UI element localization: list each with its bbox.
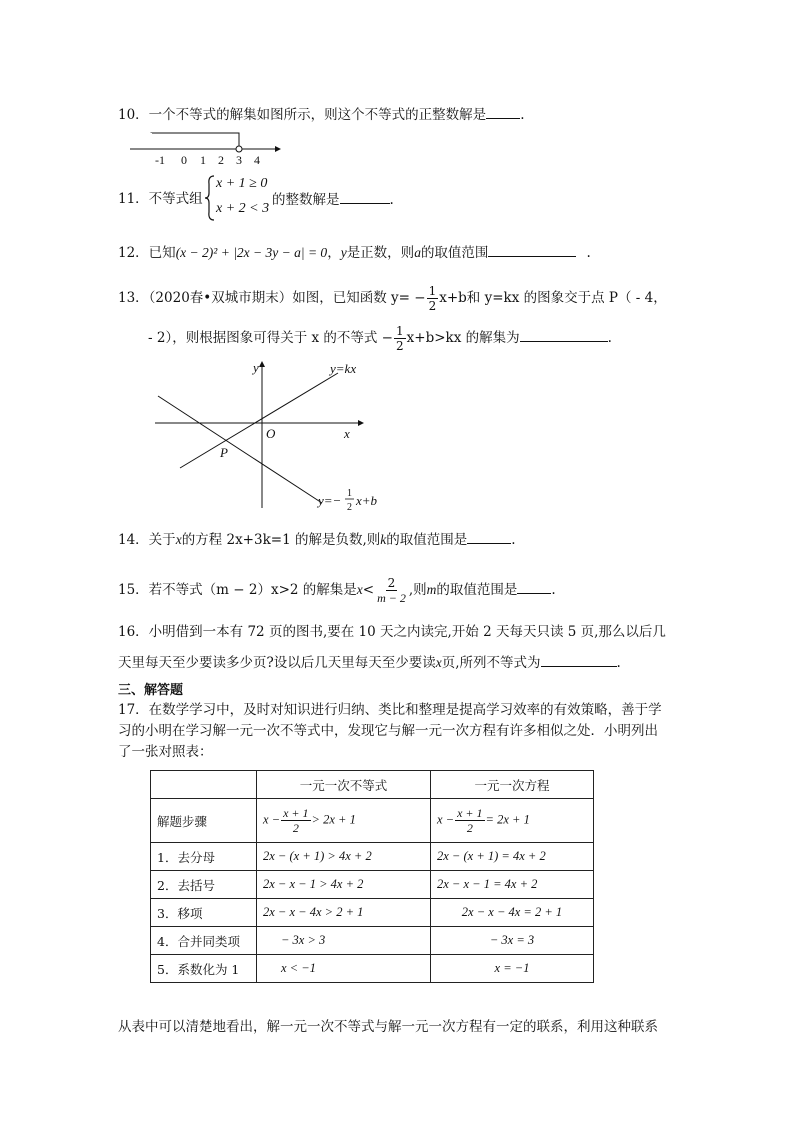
q10-text: 10．一个不等式的解集如图所示，则这个不等式的正整数解是 <box>118 107 487 123</box>
tick-label: 4 <box>254 153 260 167</box>
question-15: 15．若不等式（m − 2）x>2 的解集是x< $\frac{2}{m - 2}$ ,则m的取值范围是 . <box>118 576 556 605</box>
table-row: 1．去分母 2x − (x + 1) > 4x + 2 2x − (x + 1) = 4x + 2 <box>151 843 594 871</box>
table-row: 解题步骤 x − $\frac{x + 1}{2}$ > 2x + 1 x − $\frac{x + 1}{2}$ = 2x + 1 <box>151 799 594 843</box>
table-row: 3．移项 2x − x − 4x > 2 + 1 2x − x − 4x = 2 + 1 <box>151 899 594 927</box>
line-b-label-suffix: x+b <box>356 493 378 508</box>
comparison-table <box>150 770 594 983</box>
table-row: 5．系数化为 1 x < −1 x = −1 <box>151 955 594 983</box>
question-13-line2: - 2），则根据图象可得关于 x 的不等式 − $\frac{1}{2}$ x+b>kx 的解集为 . <box>148 324 612 353</box>
question-13-line1: 13．（2020春•双城市期末）如图，已知函数 y= − $\frac{1}{2}$ x+b和 y=kx 的图象交于点 P（ - 4， <box>118 284 667 313</box>
question-10: 10．一个不等式的解集如图所示，则这个不等式的正整数解是 . <box>118 104 524 125</box>
q11-blank[interactable] <box>340 189 390 204</box>
line-b-frac-num: 1 <box>347 488 352 499</box>
open-endpoint-circle <box>236 146 242 152</box>
table-row: 2．去括号 2x − x − 1 > 4x + 2 2x − x − 1 = 4x + 2 <box>151 871 594 899</box>
question-17-line3: 了一张对照表： <box>118 744 213 760</box>
q13-blank[interactable] <box>520 327 608 342</box>
table-header-cell: 一元一次方程 <box>431 771 594 799</box>
footer-paragraph: 从表中可以清楚地看出，解一元一次不等式与解一元一次方程有一定的联系，利用这种联系 <box>118 1019 658 1035</box>
question-14: 14．关于x的方程 2x+3k=1 的解是负数,则k的取值范围是 . <box>118 529 516 550</box>
question-16-line1: 16．小明借到一本有 72 页的图书,要在 10 天之内读完,开始 2 天每天只读 5 页,那么以后几 <box>118 624 666 640</box>
question-12: 12．已知(x − 2)² + |2x − 3y − a| = 0，y是正数，则a的取值范围 . <box>118 242 591 263</box>
solution-set-bracket <box>151 133 239 149</box>
line-kx <box>180 373 338 468</box>
question-11-tail: 的整数解是 . <box>272 189 394 210</box>
q16-blank[interactable] <box>541 652 617 667</box>
q14-blank[interactable] <box>467 529 511 544</box>
table-header-cell <box>151 771 257 799</box>
line-b-label-prefix: y=− <box>318 493 342 508</box>
tick-label: 1 <box>200 153 206 167</box>
q15-blank[interactable] <box>517 579 551 594</box>
question-16-line2: 天里每天至少要读多少页?设以后几天里每天至少要读x页,所列不等式为 . <box>118 652 621 673</box>
point-p-label: P <box>220 445 228 460</box>
q12-blank[interactable] <box>488 242 576 257</box>
table-header-cell: 一元一次不等式 <box>257 771 431 799</box>
question-17-line1: 17．在数学学习中，及时对知识进行归纳、类比和整理是提高学习效率的有效策略，善于学 <box>118 702 662 718</box>
tick-label: -1 <box>155 153 165 167</box>
line-b <box>158 396 322 503</box>
table-row: 4．合并同类项 − 3x > 3 − 3x = 3 <box>151 927 594 955</box>
tick-label: 3 <box>236 153 242 167</box>
line-kx-label: y=kx <box>330 361 357 376</box>
question-11: 11．不等式组 <box>118 191 203 207</box>
system-eq-1: x + 1 ≥ 0 <box>216 176 268 191</box>
q10-blank[interactable] <box>486 104 520 119</box>
table-header-row <box>151 771 594 799</box>
number-line-figure <box>125 126 285 168</box>
line-b-frac-den: 2 <box>347 502 352 513</box>
tick-label: 2 <box>218 153 224 167</box>
section-heading: 三、解答题 <box>118 683 184 698</box>
origin-label: O <box>266 426 276 441</box>
question-17-line2: 习的小明在学习解一元一次不等式中，发现它与解一元一次方程有许多相似之处．小明列出 <box>118 723 658 739</box>
x-axis-label: x <box>344 426 350 441</box>
tick-label: 0 <box>181 153 187 167</box>
function-graph <box>150 358 400 528</box>
system-brace <box>204 174 216 222</box>
y-axis-label: y <box>253 360 259 375</box>
system-eq-2: x + 2 < 3 <box>216 201 270 216</box>
